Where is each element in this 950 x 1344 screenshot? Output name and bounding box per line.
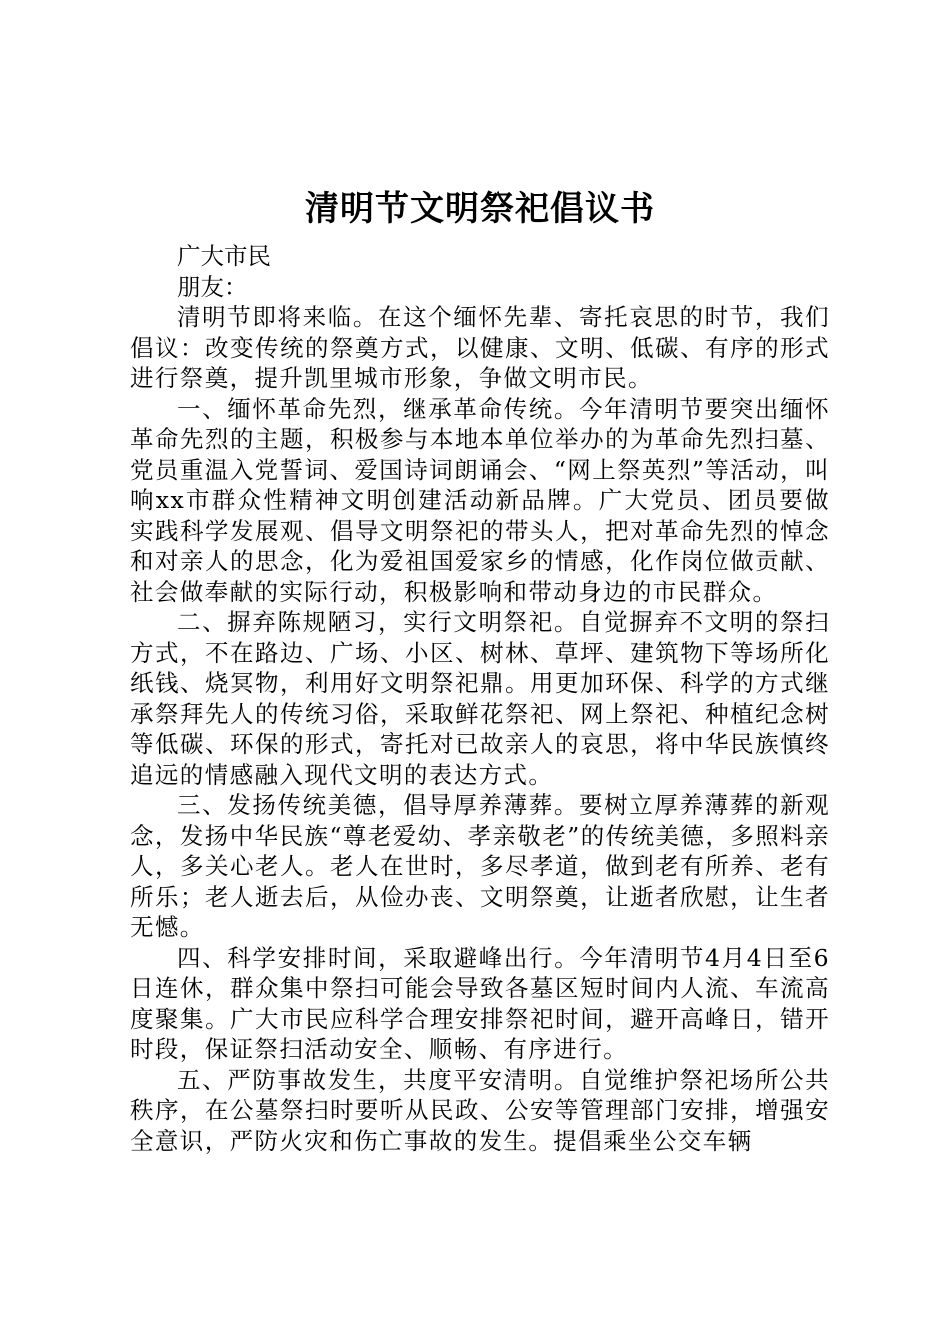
document-page	[130, 185, 830, 1156]
salutation-line-2: 朋友：	[177, 272, 248, 301]
paragraph-item-5: 五、严防事故发生，共度平安清明。自觉维护祭祀场所公共秩序，在公墓祭扫时要听从民政、公安等管理部门安排，增强安全意识，严防火灾和伤亡事故的发生。提倡乘坐公交车辆	[130, 1065, 830, 1155]
salutation-line-1: 广大市民	[177, 242, 271, 270]
document-title: 清明节文明祭祀倡议书	[305, 189, 655, 229]
paragraph-item-2: 二、摒弃陈规陋习，实行文明祭祀。自觉摒弃不文明的祭扫方式，不在路边、广场、小区、树林、草坪、建筑物下等场所化纸钱、烧冥物，利用好文明祭祀鼎。用更加环保、科学的方式继承祭拜先人的传统习俗，采取鲜花祭祀、网上祭祀、种植纪念树等低碳、环保的形式，寄托对已故亲人的哀思，将中华民族慎终追远的情感融入现代文明的表达方式。	[130, 608, 830, 789]
paragraph-item-3: 三、发扬传统美德，倡导厚养薄葬。要树立厚养薄葬的新观念，发扬中华民族“尊老爱幼、孝亲敬老”的传统美德，多照料亲人，多关心老人。老人在世时，多尽孝道，做到老有所养、老有所乐；老人逝去后，从俭办丧、文明祭奠，让逝者欣慰，让生者无憾。	[130, 791, 830, 941]
paragraph-intro: 清明节即将来临。在这个缅怀先辈、寄托哀思的时节，我们倡议：改变传统的祭奠方式，以健康、文明、低碳、有序的形式进行祭奠，提升凯里城市形象，争做文明市民。	[130, 303, 830, 392]
paragraph-item-4: 四、科学安排时间，采取避峰出行。今年清明节4月4日至6日连休，群众集中祭扫可能会导致各墓区短时间内人流、车流高度聚集。广大市民应科学合理安排祭祀时间，避开高峰日，错开时段，保证祭扫活动安全、顺畅、有序进行。	[130, 943, 830, 1063]
paragraph-item-1: 一、缅怀革命先烈，继承革命传统。今年清明节要突出缅怀革命先烈的主题，积极参与本地本单位举办的为革命先烈扫墓、党员重温入党誓词、爱国诗词朗诵会、“网上祭英烈”等活动，叫响xx市群众性精神文明创建活动新品牌。广大党员、团员要做实践科学发展观、倡导文明祭祀的带头人，把对革命先烈的悼念和对亲人的思念，化为爱祖国爱家乡的情感，化作岗位做贡献、社会做奉献的实际行动，积极影响和带动身边的市民群众。	[130, 394, 830, 606]
